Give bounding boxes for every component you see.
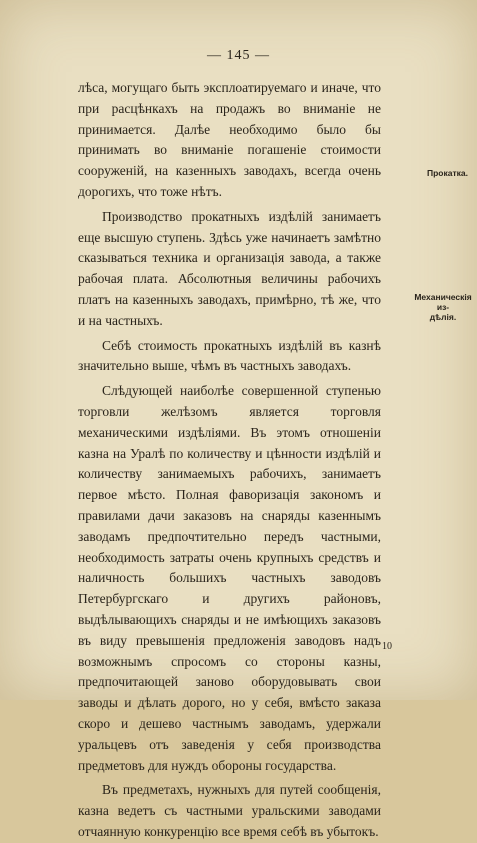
- margin-note: Механическія из- дѣлія.: [414, 292, 472, 322]
- paragraph: Производство прокатныхъ издѣлій занимаетъ еще высшую ступень. Здѣсь уже начинаетъ замѣтно сказываться техника и организація завода, а также рабочая плата. Абсолютныя величины рабочихъ платъ на казенныхъ заводахъ, примѣрно, тѣ же, что и на частныхъ.: [78, 208, 381, 328]
- signature-mark: 10: [382, 641, 392, 652]
- page-number: — 145 —: [207, 48, 270, 63]
- paragraph: Слѣдующей наиболѣе совершенной ступенью торговли желѣзомъ является торговля механическими издѣліями. Въ этомъ отношеніи казна на Уралѣ по количеству и цѣнности издѣлій и количеству занимаемыхъ рабочихъ, занимаетъ первое мѣсто. Полная фаворизація закономъ и правилами дачи заказовъ на снаряды казеннымъ заводамъ предпочтительно передъ частными, необходимость затраты очень крупныхъ средствъ и наличность большихъ частныхъ заводовъ Петербургскаго и другихъ районовъ, выдѣлывающихъ снаряды и не имѣющихъ заказовъ въ виду превышенія предложенія заводовъ надъ возможнымъ спросомъ со стороны казны, предпочитающей заново оборудовывать свои заводы и дѣлать дорого, но у себя, вмѣсто заказа скоро и дешево частнымъ заводамъ, удержали уральцевъ отъ заведенія у себя производства предметовъ для нуждъ обороны государства.: [78, 383, 381, 773]
- paragraph: лѣса, могущаго быть эксплоатируемаго и иначе, что при расцѣнкахъ на продажъ во вниманіе не принимается. Далѣе необходимо было бы принимать во вниманіе погашеніе стоимости сооруженій, на казенныхъ заводахъ, всегда очень дорогихъ, что тоже нѣтъ.: [78, 80, 381, 199]
- margin-note: Прокатка.: [427, 168, 468, 178]
- paragraph: Себѣ стоимость прокатныхъ издѣлій въ казнѣ значительно выше, чѣмъ въ частныхъ заводахъ.: [78, 337, 381, 374]
- body-text: [78, 78, 381, 843]
- paragraph: Въ предметахъ, нужныхъ для путей сообщенія, казна ведетъ съ частными уральскими заводами отчаянную конкуренцію все время себѣ въ убытокъ.: [78, 782, 381, 839]
